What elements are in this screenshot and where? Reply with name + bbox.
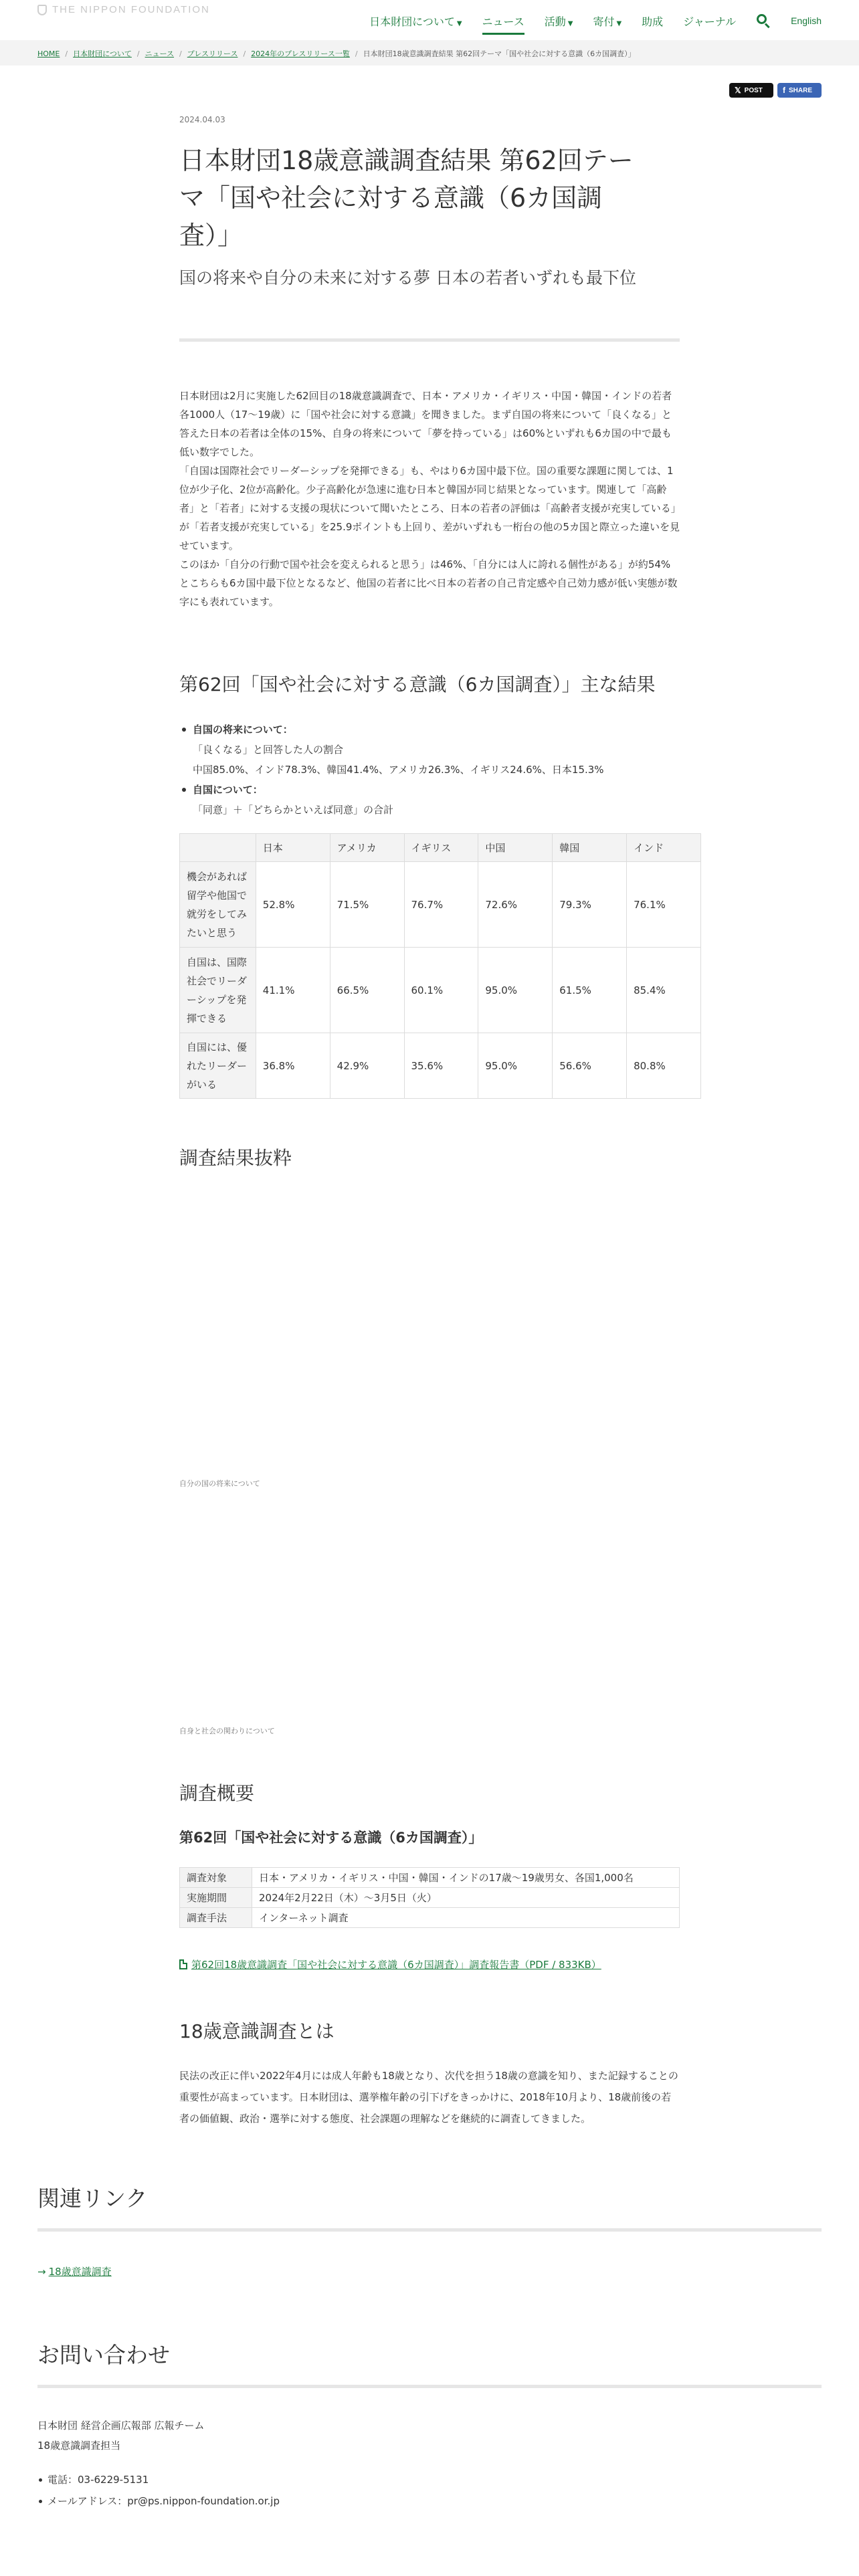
document-icon <box>179 1959 187 1969</box>
article-date: 2024.04.03 <box>179 115 225 124</box>
breadcrumb-press[interactable]: プレスリリース <box>187 49 238 58</box>
row-label: 調査手法 <box>180 1908 252 1928</box>
table-header: イギリス <box>404 834 478 862</box>
table-cell: 71.5% <box>330 862 404 948</box>
table-cell: 52.8% <box>256 862 330 948</box>
search-icon[interactable] <box>756 13 771 28</box>
contact-org: 日本財団 経営企画広報部 広報チーム <box>37 2420 205 2432</box>
table-cell: 42.9% <box>330 1033 404 1099</box>
facebook-logo-icon: f <box>783 86 785 95</box>
about-text: 民法の改正に伴い2022年4月には成人年齢も18歳となり、次代を担う18歳の意識を知り、また記録することの重要性が高まっています。日本財団は、選挙権年齢の引下げをきっかけに、2018年10月より、18歳前後の若者の価値観、政治・選挙に対する態度、社会課題の理解などを継続的に調査してきました。 <box>179 2070 678 2125</box>
caret-down-icon: ▼ <box>567 20 573 27</box>
related-heading: 関連リンク <box>37 2185 148 2212</box>
table-header: 韓国 <box>553 834 627 862</box>
x-logo-icon: 𝕏 <box>735 86 741 95</box>
table-header: インド <box>627 834 701 862</box>
table-cell: 76.7% <box>404 862 478 948</box>
nav-news[interactable]: ニュース <box>482 13 524 28</box>
paragraph: 「自国は国際社会でリーダーシップを発揮できる」も、やはり6カ国中最下位。国の重要な課題に関しては、1位が少子化、2位が高齢化。少子高齢化が急速に進む日本と韓国が同じ結果となっています。関連して「高齢者」と「若者」に対する支援の現状について聞いたところ、日本の若者の評価は「高齢者支援が充実している」が「若者支援が充実している」を25.9ポイントも上回り、差がいずれも一桁台の他の5カ国と際立った違いを見せています。 <box>179 465 680 552</box>
overview-table <box>179 1867 680 1928</box>
table-row <box>180 862 701 948</box>
row-label: 自国は、国際社会でリーダーシップを発揮できる <box>180 948 256 1033</box>
contact-list <box>37 2469 280 2512</box>
divider <box>179 338 680 342</box>
overview-heading: 調査概要 <box>179 1782 255 1804</box>
breadcrumb: HOME / 日本財団について / ニュース / プレスリリース / 2024年のプレスリリース一覧 / 日本財団18歳意識調査結果 第62回テーマ「国や社会に対する意識（6カ国調査）」 <box>0 40 859 66</box>
contact-email: メールアドレス：pr@ps.nippon-foundation.or.jp <box>37 2490 280 2512</box>
table-cell: 95.0% <box>478 948 553 1033</box>
table-cell: 36.8% <box>256 1033 330 1099</box>
page-subtitle: 国の将来や自分の未来に対する夢 日本の若者いずれも最下位 <box>179 268 636 288</box>
figure-caption: 自身と社会の関わりについて <box>179 1727 275 1735</box>
table-cell: 41.1% <box>256 948 330 1033</box>
table-row <box>180 1033 701 1099</box>
row-label: 調査対象 <box>180 1868 252 1888</box>
language-switch[interactable]: English <box>791 15 822 26</box>
row-label: 実施期間 <box>180 1888 252 1908</box>
facebook-share-button[interactable]: f SHARE <box>777 83 822 98</box>
table-cell: 66.5% <box>330 948 404 1033</box>
list-item: 自国の将来について： <box>179 720 680 740</box>
table-header: 中国 <box>478 834 553 862</box>
caret-down-icon: ▼ <box>456 20 462 27</box>
list-item-text: 中国85.0%、インド78.3%、韓国41.4%、アメリカ26.3%、イギリス24.6%、日本15.3% <box>193 764 604 776</box>
table-row <box>180 1908 680 1928</box>
breadcrumb-home[interactable]: HOME <box>37 49 60 58</box>
table-cell: 72.6% <box>478 862 553 948</box>
list-item: 自国について： <box>179 780 680 800</box>
page-title: 日本財団18歳意識調査結果 第62回テーマ「国や社会に対する意識（6カ国調査）」 <box>179 146 634 250</box>
nav-donate[interactable]: 寄付 ▼ <box>593 15 622 28</box>
pdf-report-link[interactable]: 第62回18歳意識調査「国や社会に対する意識（6カ国調査）」調査報告書（PDF / 833KB） <box>179 1957 601 1971</box>
contact-info <box>37 2416 205 2456</box>
table-cell: 80.8% <box>627 1033 701 1099</box>
table-cell: 35.6% <box>404 1033 478 1099</box>
x-post-button[interactable]: 𝕏 POST <box>729 83 773 98</box>
excerpt-heading: 調査結果抜粋 <box>179 1147 292 1169</box>
table-cell: インターネット調査 <box>252 1908 680 1928</box>
breadcrumb-current: 日本財団18歳意識調査結果 第62回テーマ「国や社会に対する意識（6カ国調査）」 <box>363 49 636 58</box>
contact-heading: お問い合わせ <box>37 2342 170 2368</box>
divider <box>37 2228 822 2232</box>
site-header <box>0 0 859 40</box>
table-cell: 85.4% <box>627 948 701 1033</box>
table-row <box>180 1888 680 1908</box>
table-cell: 60.1% <box>404 948 478 1033</box>
table-cell: 95.0% <box>478 1033 553 1099</box>
results-table <box>179 833 701 1099</box>
table-cell: 56.6% <box>553 1033 627 1099</box>
nav-grants[interactable]: 助成 <box>642 15 664 28</box>
table-cell: 日本・アメリカ・イギリス・中国・韓国・インドの17歳〜19歳男女、各国1,000名 <box>252 1868 680 1888</box>
contact-phone: 電話：03-6229-5131 <box>37 2469 280 2490</box>
logo-text: THE NIPPON FOUNDATION <box>52 4 210 15</box>
about-heading: 18歳意識調査とは <box>179 2020 335 2042</box>
paragraph: このほか「自分の行動で国や社会を変えられると思う」は46%、「自分には人に誇れる個性がある」が約54%とこちらも6カ国中最下位となるなど、他国の若者に比べ日本の若者の自己肯定感や自己効力感が低い実態が数字にも表れています。 <box>179 558 678 608</box>
table-row <box>180 948 701 1033</box>
table-cell: 76.1% <box>627 862 701 948</box>
site-logo[interactable] <box>37 4 210 15</box>
breadcrumb-about[interactable]: 日本財団について <box>73 49 132 58</box>
paragraph: 日本財団は2月に実施した62回目の18歳意識調査で、日本・アメリカ・イギリス・中国・韓国・インドの若者各1000人（17〜19歳）に「国や社会に対する意識」を聞きました。まず自国の将来について「良くなる」と答えた日本の若者は全体の15%、自身の将来について「夢を持っている」は60%といずれも6カ国の中で最も低い数字でした。 <box>179 390 672 458</box>
results-list <box>179 720 680 820</box>
table-header <box>180 834 256 862</box>
logo-mark-icon <box>37 5 47 15</box>
table-header-row <box>180 834 701 862</box>
table-header: アメリカ <box>330 834 404 862</box>
breadcrumb-press-2024[interactable]: 2024年のプレスリリース一覧 <box>251 49 350 58</box>
divider <box>37 2385 822 2388</box>
table-cell: 61.5% <box>553 948 627 1033</box>
row-label: 機会があれば留学や他国で就労をしてみたいと思う <box>180 862 256 948</box>
figure-caption: 自分の国の将来について <box>179 1479 260 1488</box>
share-buttons <box>729 83 822 98</box>
nav-journal[interactable]: ジャーナル <box>683 15 737 28</box>
caret-down-icon: ▼ <box>616 20 622 27</box>
arrow-right-icon: → <box>37 2265 46 2278</box>
table-cell: 2024年2月22日（木）〜3月5日（火） <box>252 1888 680 1908</box>
nav-about[interactable]: 日本財団について ▼ <box>369 15 462 28</box>
table-header: 日本 <box>256 834 330 862</box>
results-heading: 第62回「国や社会に対する意識（6カ国調査）」主な結果 <box>179 673 656 695</box>
table-row <box>180 1868 680 1888</box>
breadcrumb-news[interactable]: ニュース <box>145 49 175 58</box>
article-body <box>179 387 680 611</box>
row-label: 自国には、優れたリーダーがいる <box>180 1033 256 1099</box>
list-item-text: 「良くなる」と回答した人の割合 <box>193 744 344 756</box>
table-cell: 79.3% <box>553 862 627 948</box>
list-item-text: 「同意」＋「どちらかといえば同意」の合計 <box>193 804 394 816</box>
nav-activities[interactable]: 活動 ▼ <box>544 15 573 28</box>
global-nav <box>349 13 822 28</box>
overview-subheading: 第62回「国や社会に対する意識（6カ国調査）」 <box>179 1830 483 1846</box>
related-link[interactable]: → 18歳意識調査 <box>37 2265 112 2278</box>
contact-team: 18歳意識調査担当 <box>37 2440 121 2452</box>
